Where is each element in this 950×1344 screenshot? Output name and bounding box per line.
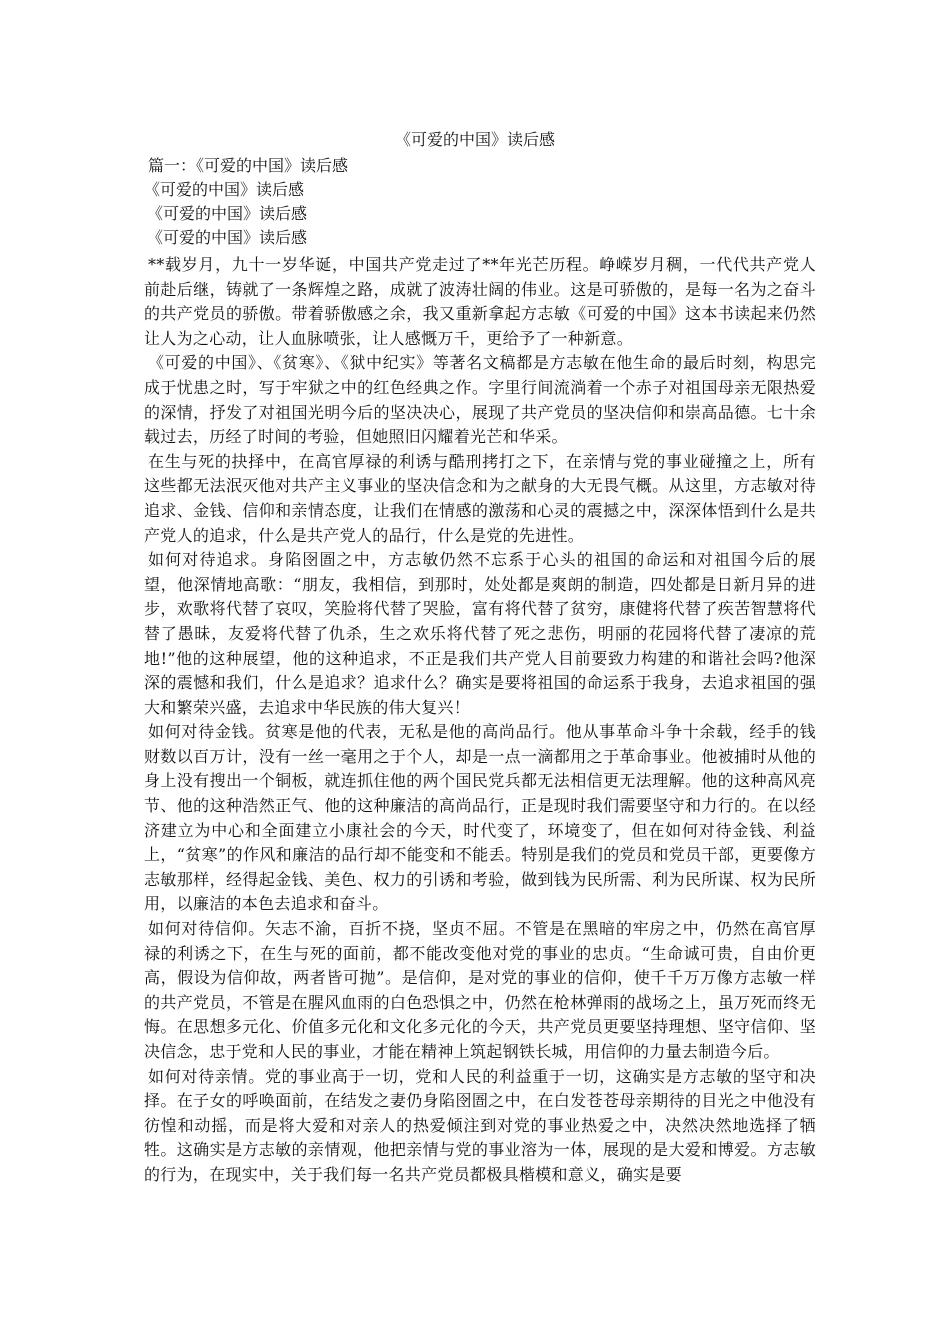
paragraph: 如何对待亲情。党的事业高于一切，党和人民的利益重于一切，这确实是方志敏的坚守和决择。在子女的呼唤面前，在结发之妻仍身陷囹圄之中，在白发苍苍母亲期待的目光之中他没有彷惶和动摇，而是将大爱和对亲人的热爱倾注到对党的事业热爱之中，决然决然地选择了牺牲。这确实是方志敏的亲情观，他把亲情与党的事业溶为一体，展现的是大爱和博爱。方志敏的行为，在现实中，关于我们每一名共产党员都极具楷模和意义，确实是要: [144, 1066, 816, 1184]
paragraph: 《可爱的中国》、《贫寒》、《狱中纪实》等著名文稿都是方志敏在他生命的最后时刻，构思完成于忧患之时，写于牢狱之中的红色经典之作。字里行间流淌着一个赤子对祖国母亲无限热爱的深情，抒发了对祖国光明今后的坚决决心，展现了共产党员的坚决信仰和崇高品德。七十余载过去，历经了时间的考验，但她照旧闪耀着光芒和华采。: [144, 353, 816, 447]
paragraph: 如何对待信仰。矢志不渝，百折不挠，坚贞不屈。不管是在黑暗的牢房之中，仍然在高官厚禄的利诱之下，在生与死的面前，都不能改变他对党的事业的忠贞。“生命诚可贵，自由价更高，假设为信仰故，两者皆可抛”。是信仰，是对党的事业的信仰，使千千万万像方志敏一样的共产党员，不管是在腥风血雨的白色恐惧之中，仍然在枪林弹雨的战场之上，虽万死而终无悔。在思想多元化、价值多元化和文化多元化的今天，共产党员更要坚持理想、坚守信仰、坚决信念，忠于党和人民的事业，才能在精神上筑起钢铁长城，用信仰的力量去制造今后。: [144, 919, 816, 1061]
body-text: [144, 253, 816, 1188]
sub-heading: 《可爱的中国》读后感: [147, 228, 308, 247]
paragraph: 如何对待金钱。贫寒是他的代表，无私是他的高尚品行。他从事革命斗争十余载，经手的钱财数以百万计，没有一丝一毫用之于个人，却是一点一滴都用之于革命事业。他被捕时从他的身上没有搜出一个铜板，就连抓住他的两个国民党兵都无法相信更无法理解。他的这种高风亮节、他的这种浩然正气、他的这种廉洁的高尚品行，正是现时我们需要坚守和力行的。在以经济建立为中心和全面建立小康社会的今天，时代变了，环境变了，但在如何对待金钱、利益上，“贫寒”的作风和廉洁的品行却不能变和不能丢。特别是我们的党员和党员干部，更要像方志敏那样，经得起金钱、美色、权力的引诱和考验，做到钱为民所需、利为民所谋、权为民所用，以廉洁的本色去追求和奋斗。: [144, 722, 816, 914]
sub-heading: 《可爱的中国》读后感: [147, 204, 308, 223]
paragraph: **载岁月，九十一岁华诞，中国共产党走过了**年光芒历程。峥嵘岁月稠，一代代共产党人前赴后继，铸就了一条辉煌之路，成就了波涛壮阔的伟业。这是可骄傲的，是每一名为之奋斗的共产党员的骄傲。带着骄傲感之余，我又重新拿起方志敏《可爱的中国》这本书读起来仍然让人为之心动，让人血脉喷张，让人感慨万千，更给予了一种新意。: [144, 255, 816, 348]
document-title: 《可爱的中国》读后感: [394, 130, 555, 149]
paragraph: 如何对待追求。身陷囹圄之中，方志敏仍然不忘系于心头的祖国的命运和对祖国今后的展望，他深情地高歌：“朋友，我相信，到那时，处处都是爽朗的制造，四处都是日新月异的进步，欢歌将代替了哀叹，笑脸将代替了哭脸，富有将代替了贫穷，康健将代替了疾苦智慧将代替了愚昧，友爱将代替了仇杀，生之欢乐将代替了死之悲伤，明丽的花园将代替了凄凉的荒地!”他的这种展望，他的这种追求，不正是我们共产党人目前要致力构建的和谐社会吗?他深深的震憾和我们，什么是追求？追求什么？确实是要将祖国的命运系于我身，去追求祖国的强大和繁荣兴盛，去追求中华民族的伟大复兴！: [144, 550, 816, 717]
section-heading: 篇一：《可爱的中国》读后感: [148, 156, 349, 175]
paragraph: 在生与死的抉择中，在高官厚禄的利诱与酷刑拷打之下，在亲情与党的事业碰撞之上，所有这些都无法泯灭他对共产主义事业的坚决信念和为之献身的大无畏气概。从这里，方志敏对待追求、金钱、信仰和亲情态度，让我们在情感的激荡和心灵的震撼之中，深深体悟到什么是共产党人的追求，什么是共产党人的品行，什么是党的先进性。: [144, 451, 816, 545]
sub-heading: 《可爱的中国》读后感: [144, 180, 305, 199]
